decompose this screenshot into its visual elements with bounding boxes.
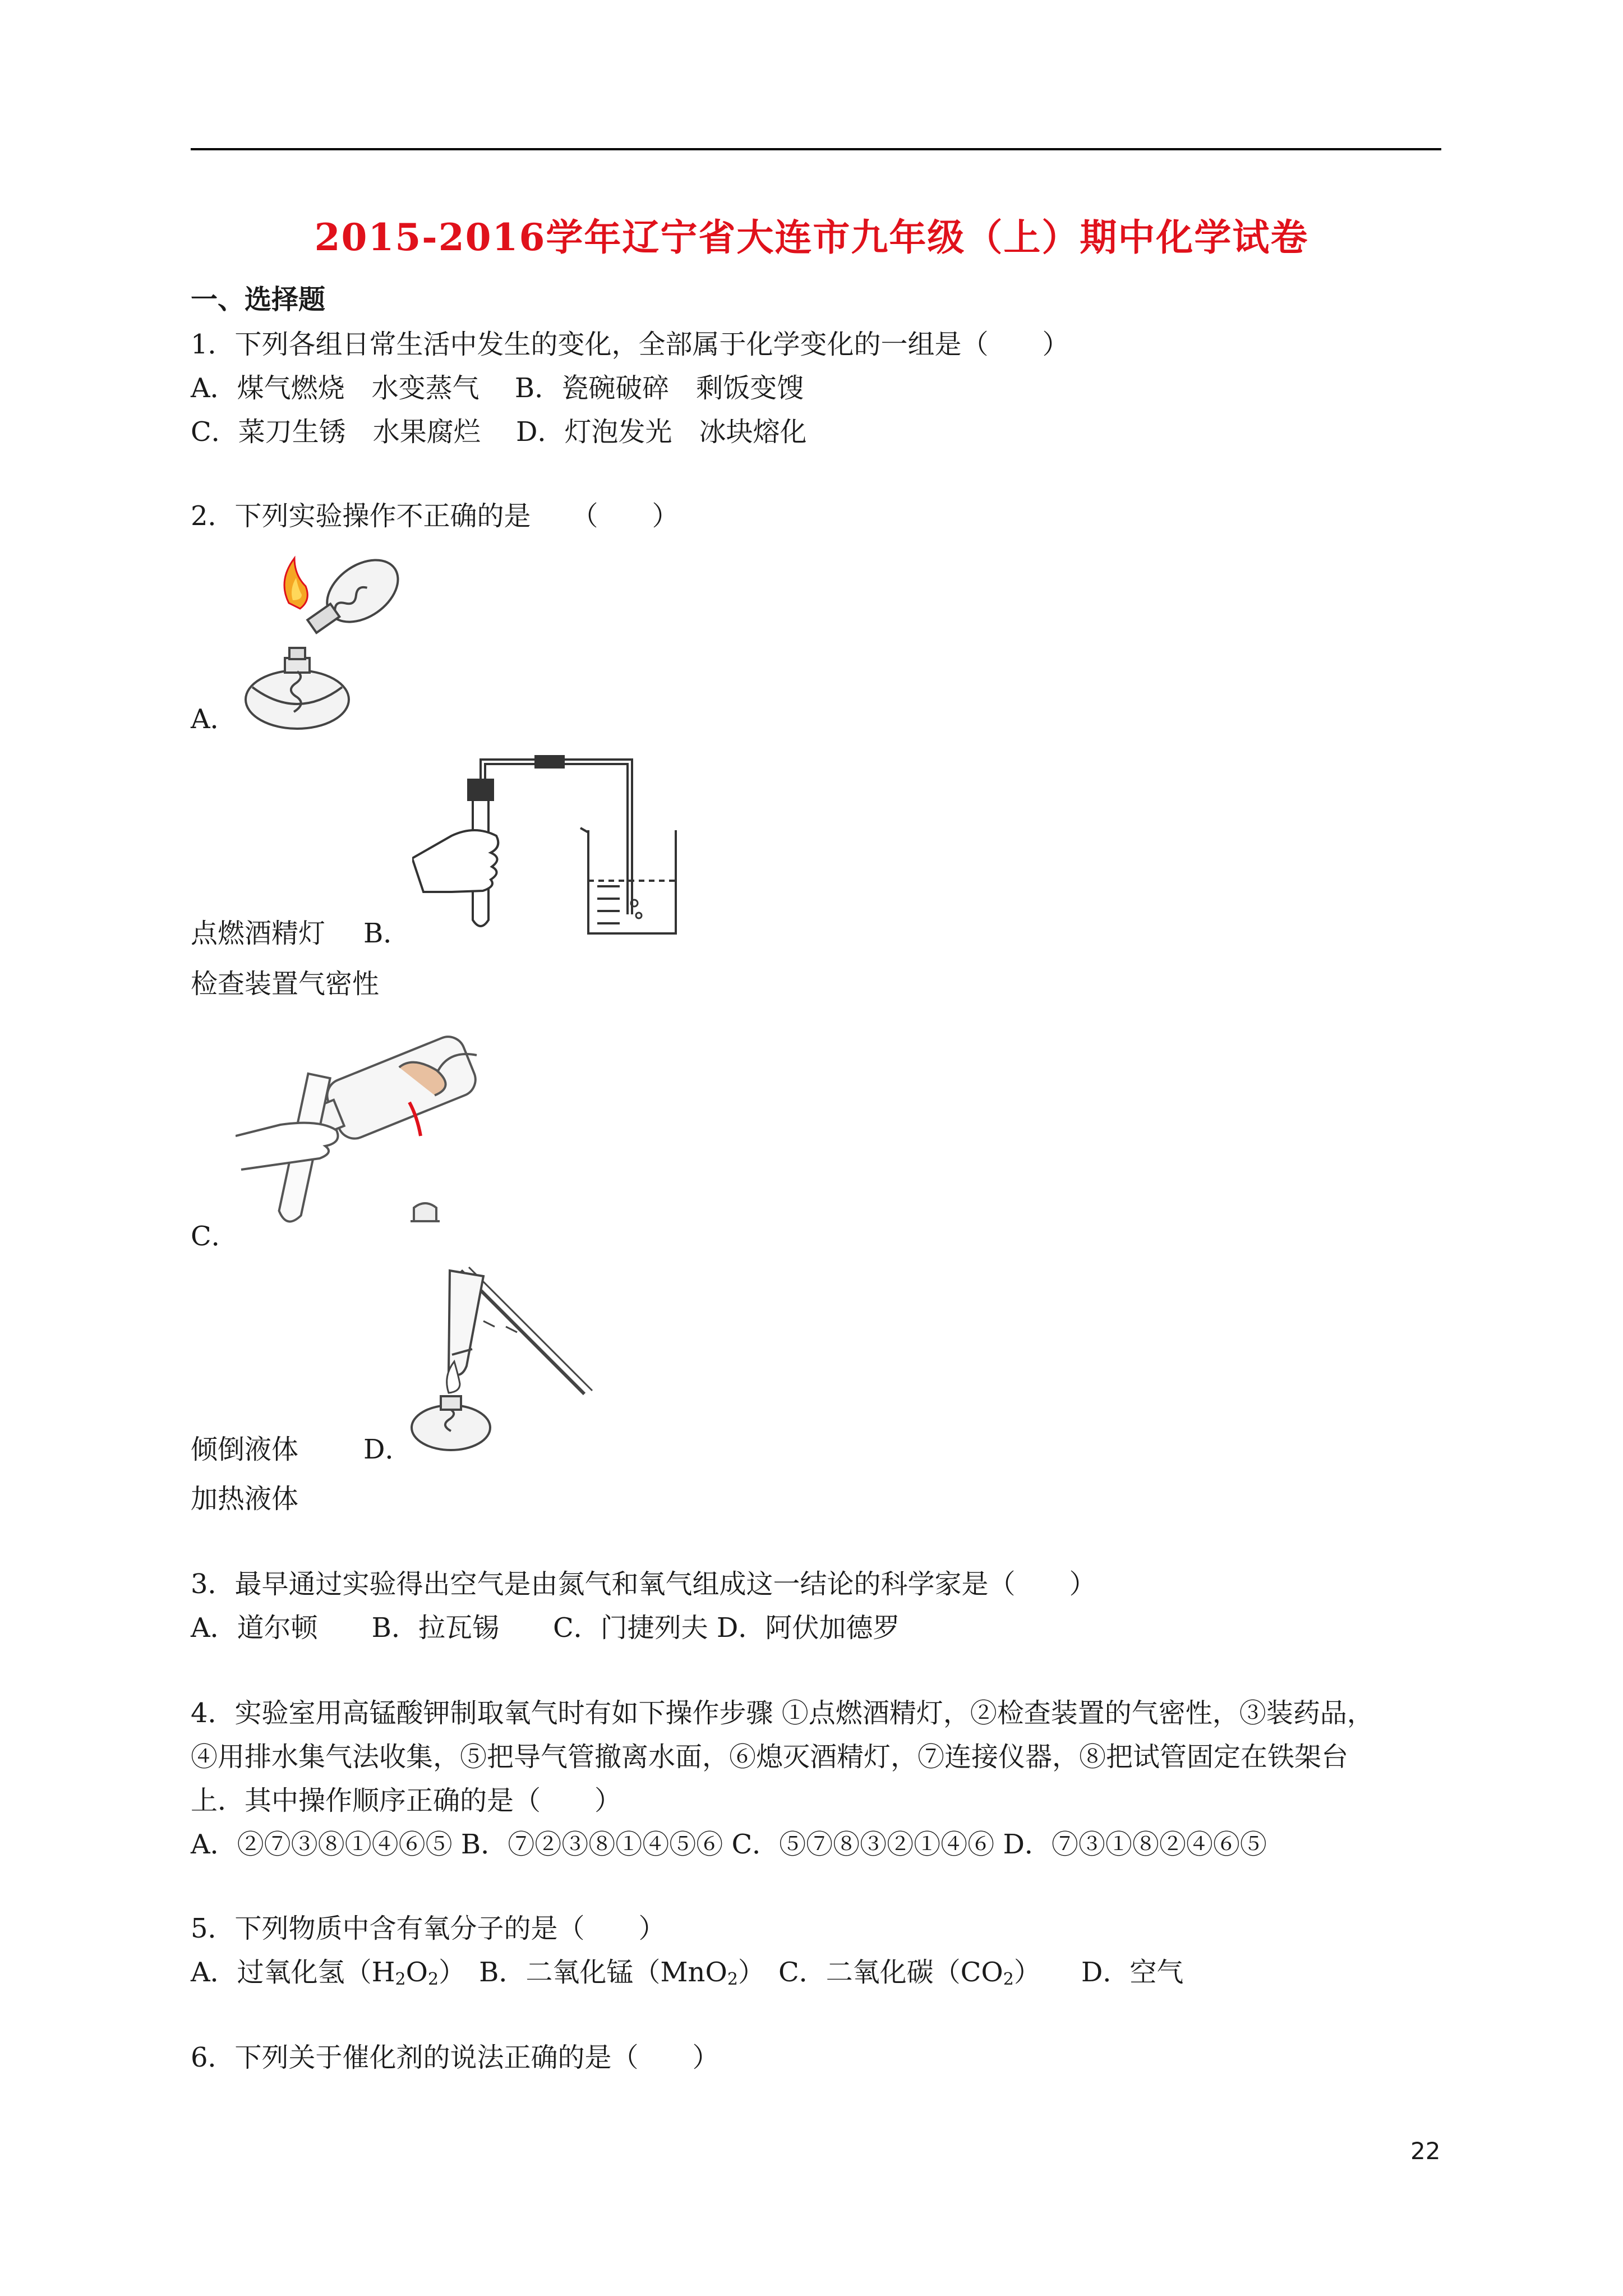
airtightness-check-figure [412, 752, 681, 942]
pouring-liquid-figure [236, 1018, 494, 1243]
q1-stem: 1．下列各组日常生活中发生的变化，全部属于化学变化的一组是（ ） [191, 329, 1069, 360]
q4-stem-line2: ④用排水集气法收集，⑤把导气管撤离水面，⑥熄灭酒精灯，⑦连接仪器，⑧把试管固定在铁架台 [191, 1741, 1349, 1773]
q3-options: A．道尔顿 B．拉瓦锡 C．门捷列夫 D．阿伏加德罗 [191, 1612, 900, 1644]
page-title: 2015-2016学年辽宁省大连市九年级（上）期中化学试卷 [314, 215, 1309, 259]
q4-stem-line1: 4．实验室用高锰酸钾制取氧气时有如下操作步骤 ①点燃酒精灯，②检查装置的气密性，③装药品， [191, 1697, 1374, 1729]
q2-option-b-caption: 检查装置气密性 [191, 968, 380, 1000]
q5-option-b: B．二氧化锰（MnO$_2$） [479, 1957, 751, 1989]
q2-option-d-label: D． [363, 1434, 412, 1465]
q5-option-c: C．二氧化碳$(CO_2)$ [778, 1957, 1027, 1989]
q1-options-cd: C．菜刀生锈 水果腐烂 D．灯泡发光 冰块熔化 [191, 416, 807, 448]
q5-option-a: A．过氧化氢$(H_2O_2)$ [191, 1957, 453, 1989]
q2-stem: 2．下列实验操作不正确的是 （ ） [191, 500, 679, 532]
q5-option-d: D．空气 [1081, 1957, 1184, 1988]
alcohol-lamp-lighting-figure [236, 553, 415, 738]
q2-option-a-caption: 点燃酒精灯 [191, 918, 326, 949]
heating-liquid-figure [399, 1259, 601, 1461]
q4-stem-line3: 上．其中操作顺序正确的是（ ） [191, 1785, 622, 1816]
q2-option-c-caption: 倾倒液体 [191, 1434, 299, 1465]
q6-stem: 6．下列关于催化剂的说法正确的是（ ） [191, 2042, 720, 2073]
q5-options [191, 1959, 1183, 1988]
q2-option-d-caption: 加热液体 [191, 1483, 299, 1515]
q2-option-a-label: A． [191, 703, 237, 735]
q4-options: A．②⑦③⑧①④⑥⑤ B．⑦②③⑧①④⑤⑥ C．⑤⑦⑧③②①④⑥ D．⑦③①⑧②④⑥⑤ [191, 1829, 1267, 1860]
q5-stem: 5．下列物质中含有氧分子的是（ ） [191, 1913, 666, 1944]
page-number: 22 [1410, 2137, 1441, 2165]
section-heading: 一、选择题 [191, 284, 326, 315]
header-rule [191, 148, 1441, 150]
q3-stem: 3．最早通过实验得出空气是由氮气和氧气组成这一结论的科学家是（ ） [191, 1568, 1096, 1600]
q2-option-b-label: B． [363, 918, 411, 949]
q2-option-c-label: C． [191, 1221, 238, 1252]
q1-options-ab: A．煤气燃烧 水变蒸气 B．瓷碗破碎 剩饭变馊 [191, 372, 804, 404]
